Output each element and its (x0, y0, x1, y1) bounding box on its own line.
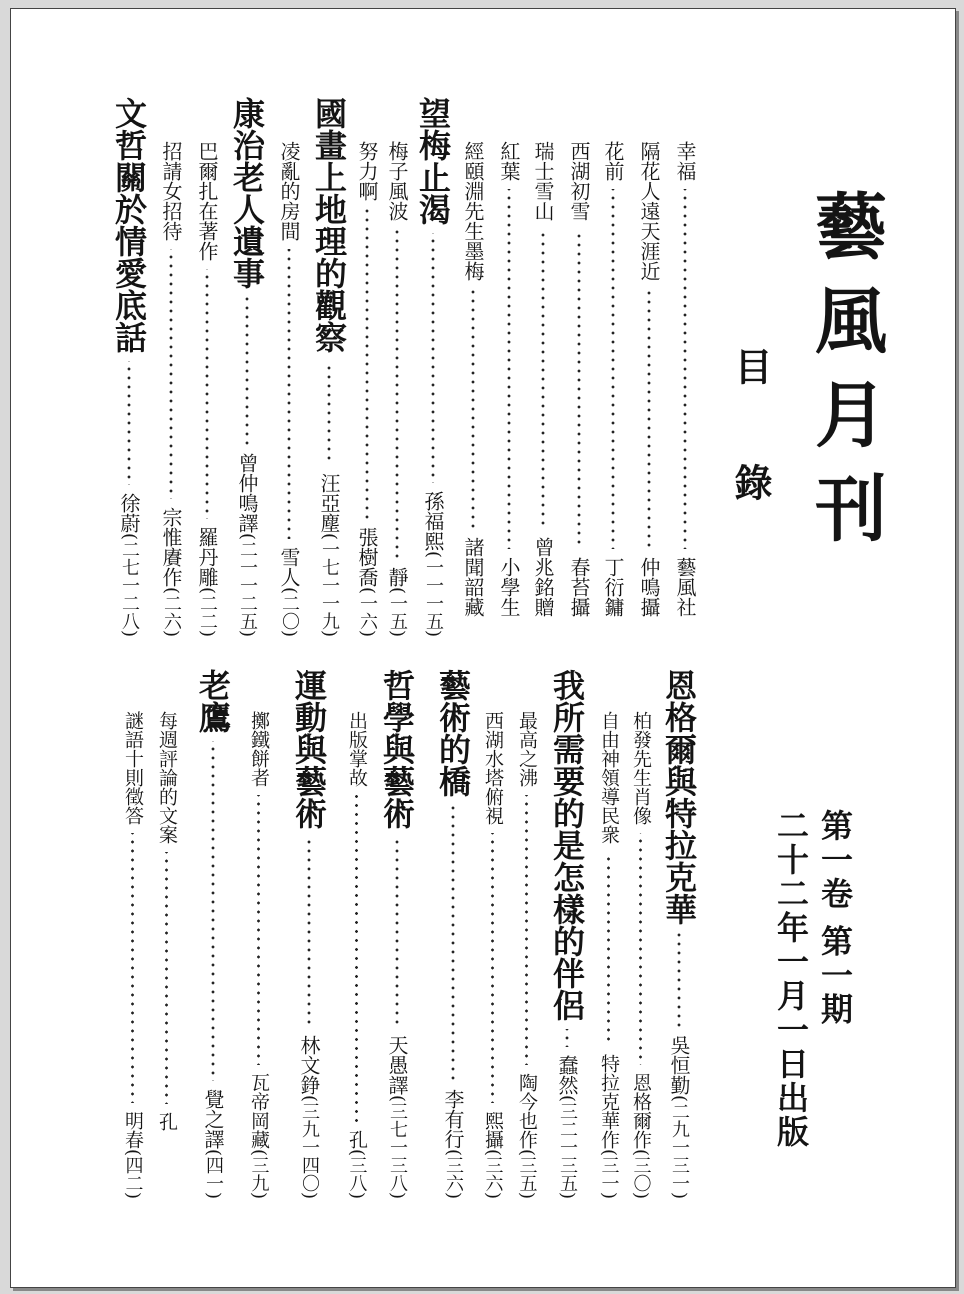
toc-entry-title: 藝術的橋 (434, 669, 472, 797)
toc-entry-title: 花前 (601, 141, 625, 181)
toc-entry-author: 陶今也作 (516, 1072, 538, 1149)
toc-entry-title: 老鷹 (194, 669, 232, 733)
leader-dots (123, 833, 142, 1103)
toc-entry (548, 669, 586, 1199)
toc-entry-title: 瑞士雪山 (531, 141, 555, 221)
toc-entry-title: 紅葉 (497, 141, 521, 181)
toc-entry-author: 汪亞塵 (317, 472, 341, 533)
toc-entry (434, 669, 472, 1199)
toc-entry (310, 97, 348, 637)
toc-entry-author: 孔 (346, 1129, 368, 1149)
toc-label: 目錄 (728, 347, 773, 579)
leader-dots (387, 229, 407, 559)
toc-entry-author: 天愚譯 (385, 1034, 409, 1095)
toc-entry-page: (一一一五) (423, 550, 444, 637)
toc-entry-author: 羅丹雕 (195, 526, 219, 587)
toc-entry (660, 669, 698, 1199)
toc-entry-title: 運動與藝術 (290, 669, 328, 829)
toc-entry (603, 141, 623, 617)
toc-entry (569, 141, 589, 617)
toc-entry-title: 西湖初雪 (567, 141, 591, 221)
toc-entry-author: 蠢然 (555, 1054, 579, 1095)
toc-entry (675, 141, 695, 617)
leader-dots (569, 229, 589, 549)
toc-entry-title: 謎語十則徵答 (122, 711, 144, 825)
leader-dots (463, 289, 483, 529)
toc-entry-author: 覺之譯 (201, 1088, 225, 1149)
issue-number: 第一卷 第一期 (816, 809, 854, 1027)
toc-entry-author: 孔 (156, 1112, 178, 1131)
toc-entry-author: 熙攝 (482, 1110, 504, 1149)
toc-entry (228, 97, 266, 637)
leader-dots (347, 795, 366, 1122)
leader-dots (499, 189, 519, 549)
toc-entry-page: (二七一二八) (119, 532, 140, 637)
toc-entry-author: 特拉克華作 (598, 1053, 620, 1149)
toc-entry (157, 711, 176, 1131)
toc-entry-title: 國畫上地理的觀察 (310, 97, 348, 353)
toc-entry-page: (四一) (203, 1148, 224, 1199)
toc-entry-title: 文哲關於情愛底話 (110, 97, 148, 353)
toc-entry-page: (三七一三八) (387, 1094, 408, 1199)
leader-dots (249, 795, 268, 1065)
toc-entry-page: (四二) (122, 1148, 144, 1199)
toc-entry-author: 瓦帝岡藏 (248, 1072, 270, 1149)
toc-entry (639, 141, 659, 617)
toc-entry-title: 隔花人遠天涯近 (637, 141, 661, 281)
toc-entry-author: 張樹喬 (355, 526, 379, 587)
toc-entry (279, 141, 299, 637)
toc-entry-author: 宗惟賡作 (159, 506, 183, 587)
toc-entry-title: 柏發先生肖像 (630, 711, 652, 825)
toc-entry-page: (一七一一九) (319, 532, 340, 637)
toc-entry (631, 711, 650, 1199)
toc-entry (414, 97, 452, 637)
toc-entry (517, 711, 536, 1199)
toc-entry-page: (三八) (346, 1148, 368, 1199)
toc-entry (463, 141, 483, 617)
leader-dots (551, 1029, 583, 1047)
toc-entry (483, 711, 502, 1199)
toc-entry-author: 徐蔚 (117, 492, 141, 533)
toc-entry-author: 明春 (122, 1110, 144, 1149)
toc-entry (357, 141, 377, 637)
toc-entry-title: 自由神領導民衆 (598, 711, 620, 844)
magazine-page (10, 8, 956, 1288)
toc-entry-author: 仲鳴攝 (637, 557, 661, 617)
toc-entry (378, 669, 416, 1199)
toc-entry (197, 141, 217, 637)
leader-dots (279, 249, 299, 539)
toc-entry-page: (三五) (516, 1148, 538, 1199)
leader-dots (313, 361, 345, 465)
toc-entry-title: 梅子風波 (385, 141, 409, 221)
toc-entry-page: (二〇) (279, 586, 300, 637)
toc-entry-page: (三六) (443, 1148, 464, 1199)
leader-dots (599, 852, 618, 1046)
leader-dots (517, 795, 536, 1065)
toc-entry-title: 我所需要的是怎樣的伴侶 (548, 669, 586, 1021)
toc-entry-page: (三〇) (630, 1148, 652, 1199)
toc-entry-page: (一六) (357, 586, 378, 637)
leader-dots (663, 933, 695, 1027)
toc-entry-page: (一五) (387, 586, 408, 637)
toc-entry (499, 141, 519, 617)
toc-entry-title: 經頤淵先生墨梅 (461, 141, 485, 281)
toc-entry-author: 恩格爾作 (630, 1072, 652, 1149)
toc-entry-page: (二二) (197, 586, 218, 637)
toc-entry-author: 靜 (385, 566, 409, 587)
toc-entry-author: 雪人 (277, 546, 301, 587)
toc-entry (161, 141, 181, 637)
toc-entry-page: (二九一三一) (669, 1094, 690, 1199)
toc-entry-title: 每週評論的文案 (156, 711, 178, 844)
toc-entry-author: 林文錚 (297, 1034, 321, 1095)
toc-entry-author: 春苔攝 (567, 557, 591, 617)
leader-dots (161, 249, 181, 499)
toc-entry (290, 669, 328, 1199)
toc-entry-page: (三九) (248, 1148, 270, 1199)
toc-entry-author: 吳恒勤 (667, 1034, 691, 1095)
toc-entry-title: 望梅止渴 (414, 97, 452, 225)
leader-dots (357, 209, 377, 519)
leader-dots (437, 805, 469, 1081)
toc-entry-title: 幸福 (673, 141, 697, 181)
toc-entry-author: 藝風社 (673, 557, 697, 617)
leader-dots (483, 833, 502, 1103)
leader-dots (603, 189, 623, 549)
leader-dots (639, 289, 659, 549)
leader-dots (381, 837, 413, 1027)
toc-entry-author: 曾兆銘贈 (531, 537, 555, 617)
toc-entry-author: 丁衍鏞 (601, 557, 625, 617)
toc-entry-page: (三二一三五) (557, 1094, 578, 1199)
leader-dots (293, 837, 325, 1027)
toc-entry-title: 擲鐵餅者 (248, 711, 270, 787)
toc-entry-author: 孫福熙 (421, 490, 445, 551)
leader-dots (533, 229, 553, 529)
magazine-title: 藝風月刊 (803, 189, 888, 565)
toc-entry-page: (三一) (598, 1148, 620, 1199)
toc-entry-author: 諸聞韶藏 (461, 537, 485, 617)
toc-entry-title: 招請女招待 (159, 141, 183, 241)
toc-entry-author: 李有行 (441, 1088, 465, 1149)
leader-dots (631, 833, 650, 1065)
toc-entry-title: 出版掌故 (346, 711, 368, 787)
toc-entry-title: 哲學與藝術 (378, 669, 416, 829)
leader-dots (197, 269, 217, 519)
toc-entry-title: 凌亂的房間 (277, 141, 301, 241)
toc-entry (110, 97, 148, 637)
toc-entry-author: 曾仲鳴譯 (235, 452, 259, 533)
toc-entry (533, 141, 553, 617)
leader-dots (675, 189, 695, 549)
leader-dots (417, 233, 449, 483)
publication-date: 二十二年一月一日出版 (772, 809, 810, 1149)
toc-entry (194, 669, 232, 1199)
toc-entry-page: (三九一四〇) (299, 1094, 320, 1199)
toc-entry (347, 711, 366, 1199)
toc-entry-page: (二六) (161, 586, 182, 637)
toc-entry-page: (三六) (482, 1148, 504, 1199)
toc-entry (387, 141, 407, 637)
toc-entry-title: 巴爾扎在著作 (195, 141, 219, 261)
toc-entry-page: (二一一二五) (237, 532, 258, 637)
leader-dots (157, 852, 176, 1104)
toc-entry-title: 恩格爾與特拉克華 (660, 669, 698, 925)
toc-entry (599, 711, 618, 1199)
toc-entry-title: 康治老人遺事 (228, 97, 266, 289)
toc-entry-title: 西湖水塔俯視 (482, 711, 504, 825)
toc-entry (249, 711, 268, 1199)
toc-entry (123, 711, 142, 1199)
toc-entry-title: 努力啊 (355, 141, 379, 201)
toc-entry-author: 小學生 (497, 557, 521, 617)
leader-dots (197, 741, 229, 1081)
toc-entry-title: 最高之沸 (516, 711, 538, 787)
leader-dots (231, 297, 263, 445)
leader-dots (113, 361, 145, 485)
